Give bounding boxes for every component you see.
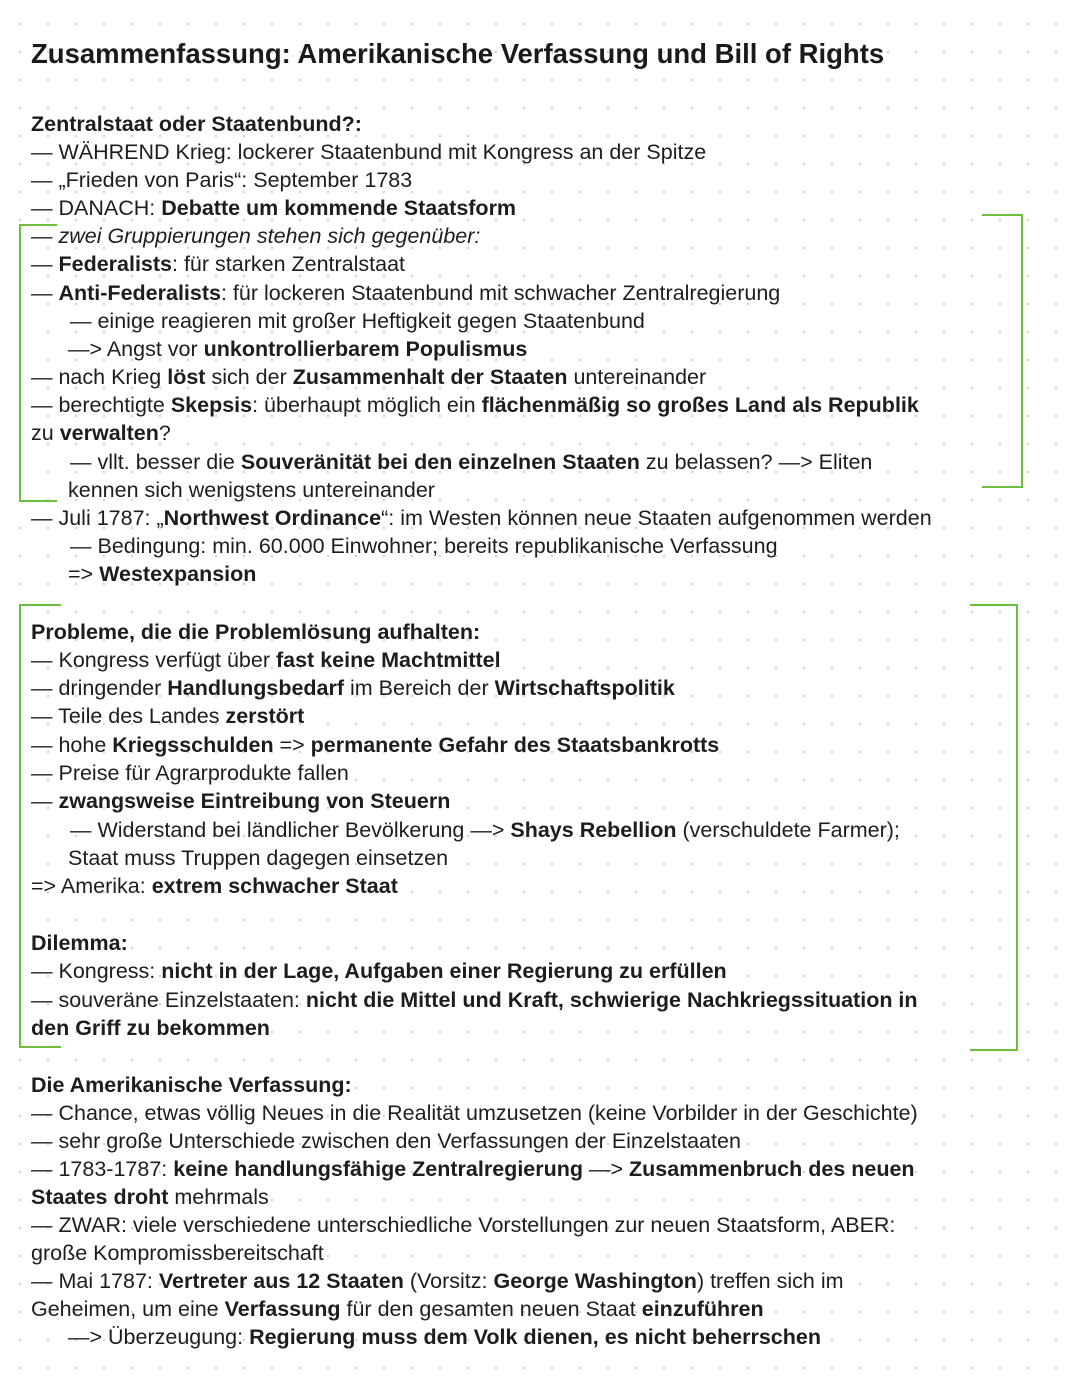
note-line: — WÄHREND Krieg: lockerer Staatenbund mit Kongress an der Spitze xyxy=(31,140,707,164)
note-line: — DANACH: Debatte um kommende Staatsform xyxy=(31,196,517,220)
note-line: — Kongress verfügt über fast keine Machtmittel xyxy=(31,648,501,672)
note-line: — Bedingung: min. 60.000 Einwohner; bereits republikanische Verfassung xyxy=(70,534,778,558)
note-line: — einige reagieren mit großer Heftigkeit gegen Staatenbund xyxy=(70,309,645,333)
note-line: — Anti-Federalists: für lockeren Staatenbund mit schwacher Zentralregierung xyxy=(31,281,781,305)
note-line: => Westexpansion xyxy=(68,562,257,586)
note-line: => Amerika: extrem schwacher Staat xyxy=(31,874,398,898)
note-line: — hohe Kriegsschulden => permanente Gefahr des Staatsbankrotts xyxy=(31,733,720,757)
note-line: — zwangsweise Eintreibung von Steuern xyxy=(31,789,451,813)
section-heading-verfassung: Die Amerikanische Verfassung: xyxy=(31,1073,352,1097)
note-line: — zwei Gruppierungen stehen sich gegenüber: xyxy=(31,224,481,248)
note-line: — dringender Handlungsbedarf im Bereich der Wirtschaftspolitik xyxy=(31,676,675,700)
note-line: zu verwalten? xyxy=(31,421,171,445)
note-line: — Teile des Landes zerstört xyxy=(31,704,305,728)
note-line: — souveräne Einzelstaaten: nicht die Mittel und Kraft, schwierige Nachkriegssituation in xyxy=(31,988,918,1012)
note-line: — Mai 1787: Vertreter aus 12 Staaten (Vorsitz: George Washington) treffen sich im xyxy=(31,1269,844,1293)
section-heading-zentralstaat: Zentralstaat oder Staatenbund?: xyxy=(31,112,362,136)
note-line: — berechtigte Skepsis: überhaupt möglich ein flächenmäßig so großes Land als Republik xyxy=(31,393,919,417)
note-line: — sehr große Unterschiede zwischen den Verfassungen der Einzelstaaten xyxy=(31,1129,741,1153)
note-line: Staates droht mehrmals xyxy=(31,1185,269,1209)
right-bracket-2 xyxy=(970,604,1018,1051)
note-line: — nach Krieg löst sich der Zusammenhalt der Staaten untereinander xyxy=(31,365,707,389)
note-line: kennen sich wenigstens untereinander xyxy=(68,478,435,502)
note-line: — vllt. besser die Souveränität bei den einzelnen Staaten zu belassen? —> Eliten xyxy=(70,450,873,474)
note-line: — ZWAR: viele verschiedene unterschiedliche Vorstellungen zur neuen Staatsform, ABER: xyxy=(31,1213,896,1237)
note-line: —> Angst vor unkontrollierbarem Populismus xyxy=(68,337,528,361)
note-line: große Kompromissbereitschaft xyxy=(31,1241,324,1265)
note-line: den Griff zu bekommen xyxy=(31,1016,270,1040)
note-line: Geheimen, um eine Verfassung für den gesamten neuen Staat einzuführen xyxy=(31,1297,764,1321)
section-heading-dilemma: Dilemma: xyxy=(31,931,128,955)
page-title: Zusammenfassung: Amerikanische Verfassung und Bill of Rights xyxy=(31,38,885,69)
note-line: — Widerstand bei ländlicher Bevölkerung —> Shays Rebellion (verschuldete Farmer); xyxy=(70,818,900,842)
note-line: — Juli 1787: „Northwest Ordinance“: im Westen können neue Staaten aufgenommen werden xyxy=(31,506,932,530)
note-line: Staat muss Truppen dagegen einsetzen xyxy=(68,846,449,870)
note-line: — Kongress: nicht in der Lage, Aufgaben einer Regierung zu erfüllen xyxy=(31,959,727,983)
note-line: —> Überzeugung: Regierung muss dem Volk dienen, es nicht beherrschen xyxy=(68,1325,821,1349)
section-heading-probleme: Probleme, die die Problemlösung aufhalten: xyxy=(31,620,481,644)
note-line: — 1783-1787: keine handlungsfähige Zentralregierung —> Zusammenbruch des neuen xyxy=(31,1157,915,1181)
note-line: — Federalists: für starken Zentralstaat xyxy=(31,252,406,276)
note-line: — „Frieden von Paris“: September 1783 xyxy=(31,168,413,192)
note-line: — Preise für Agrarprodukte fallen xyxy=(31,761,349,785)
note-line: — Chance, etwas völlig Neues in die Realität umzusetzen (keine Vorbilder in der Geschichte) xyxy=(31,1101,918,1125)
right-bracket-1 xyxy=(982,214,1023,488)
